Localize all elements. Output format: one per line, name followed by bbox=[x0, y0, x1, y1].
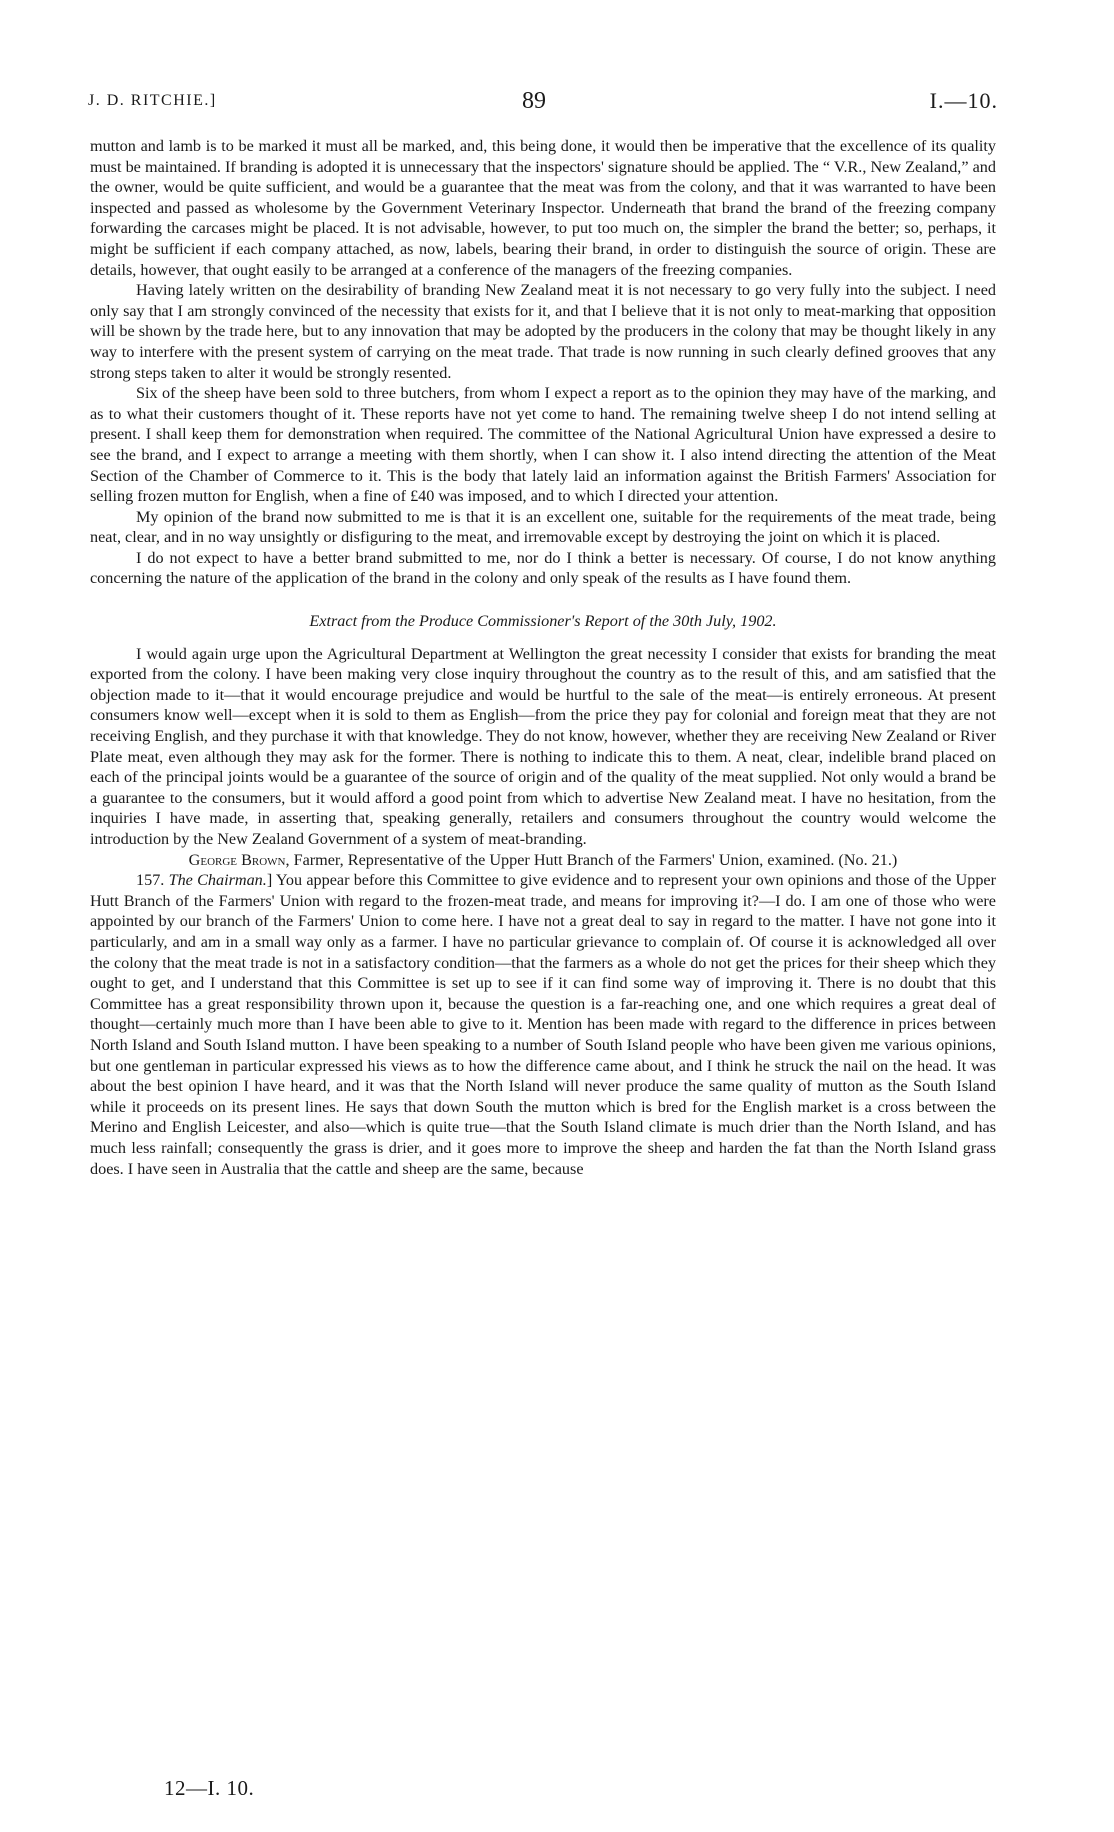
paragraph: My opinion of the brand now submitted to me is that it is an excellent one, suitable for the requirements of the meat trade, being neat, clear, and in no way unsightly or disfiguring to the meat, and irremovable except by destroying the joint on which it is placed. bbox=[90, 507, 996, 547]
question-paragraph bbox=[90, 870, 996, 1179]
extract-heading: Extract from the Produce Commissioner's Report of the 30th July, 1902. bbox=[309, 612, 777, 631]
sheet-signature: 12—I. 10. bbox=[164, 1776, 255, 1800]
witness-description: , Farmer, Representative of the Upper Hutt Branch of the Farmers' Union, examined. (No. 21.) bbox=[285, 850, 898, 869]
document-reference: I.—10. bbox=[929, 88, 998, 113]
paragraph: I do not expect to have a better brand submitted to me, nor do I think a better is necessary. Of course, I do not know anything concerning the nature of the application of the brand in the colony and only speak of the results as I have found them. bbox=[90, 548, 996, 588]
paragraph: mutton and lamb is to be marked it must all be marked, and, this being done, it would then be imperative that the excellence of its quality must be maintained. If branding is adopted it is unnecessary that the inspectors' signature should be applied. The “ V.R., New Zealand,” and the owner, would be quite sufficient, and would be a guarantee that the meat was from the colony, and that it was warranted to have been inspected and passed as wholesome by the Government Veterinary Inspector. Underneath that brand the brand of the freezing company forwarding the carcases might be placed. It is not advisable, however, to put too much on, the simpler the brand the better; so, perhaps, it might be sufficient if each company attached, as now, labels, bearing their brand, in order to distinguish the source of origin. These are details, however, that ought easily to be arranged at a conference of the managers of the freezing companies. bbox=[90, 137, 996, 279]
paragraph: Having lately written on the desirability of branding New Zealand meat it is not necessary to go very fully into the subject. I need only say that I am strongly convinced of the necessity that exists for it, and that I believe that it is not only to meat-marking that opposition will be shown by the trade here, but to any innovation that may be adopted by the producers in the colony that may be thought likely in any way to interfere with the present system of carrying on the meat trade. That trade is now running in such clearly defined grooves that any strong steps taken to alter it would be strongly resented. bbox=[90, 281, 996, 382]
body-text bbox=[90, 136, 996, 1179]
page-header bbox=[88, 88, 998, 120]
paragraph: I would again urge upon the Agricultural Department at Wellington the great necessity I consider that exists for branding the meat exported from the colony. I have been making very close inquiry throughout the country as to the result of this, and am satisfied that the objection made to it—that it would encourage prejudice and would be hurtful to the sale of the meat—is entirely erroneous. At present consumers know well—except when it is sold to them as English—from the price they pay for colonial and foreign meat that they are not receiving English, and they purchase it with that knowledge. They do not know, however, whether they are receiving New Zealand or River Plate meat, even although they may ask for the former. There is nothing to indicate this to them. A neat, clear, indelible brand placed on each of the principal joints would be a guarantee of the source of origin and of the quality of the meat supplied. Not only would a brand be a guarantee to the consumers, but it would afford a good point from which to advertise New Zealand meat. I have no hesitation, from the inquiries I have made, in asserting that, speaking generally, retailers and consumers throughout the country would welcome the introduction by the New Zealand Government of a system of meat-branding. bbox=[90, 644, 996, 848]
paragraph: Six of the sheep have been sold to three butchers, from whom I expect a report as to the opinion they may have of the marking, and as to what their customers thought of it. These reports have not yet come to hand. The remaining twelve sheep I do not intend selling at present. I shall keep them for demonstration when required. The committee of the National Agricultural Union have expressed a desire to see the brand, and I expect to arrange a meeting with them shortly, when I can show it. I also intend directing the attention of the Meat Section of the Chamber of Commerce to it. This is the body that lately laid an information against the British Farmers' Association for selling frozen mutton for English, when a fine of £40 was imposed, and to which I directed your attention. bbox=[90, 384, 996, 506]
question-speaker: The Chairman. bbox=[168, 871, 267, 890]
question-number: 157. bbox=[136, 871, 165, 890]
question-text: ] You appear before this Committee to give evidence and to represent your own opinions and those of the Upper Hutt Branch of the Farmers' Union with regard to the frozen-meat trade, and means for improving it?—I do. I am one of those who were appointed by our branch of the Farmers' Union to come here. I have not a great deal to say in regard to the matter. I have not gone into it particularly, and am in a small way only as a farmer. I have no particular grievance to complain of. Of course it is acknowledged all over the colony that the meat trade is not in a satisfactory condition—that the farmers as a whole do not get the prices for their sheep which they ought to get, and I understand that this Committee is set up to see if it can find some way of improving it. There is no doubt that this Committee has a great responsibility thrown upon it, because the question is a far-reaching one, and one which requires a great deal of thought—certainly much more than I have been able to give to it. Mention has been made with regard to the difference in prices between North Island and South Island mutton. I have been speaking to a number of South Island people who have been given me various opinions, but one gentleman in particular expressed his views as to how the difference came about, and I think he struck the nail on the head. It was about the best opinion I have heard, and it was that the North Island will never produce the same quality of mutton as the South Island while it proceeds on its present lines. He says that down South the mutton which is bred for the English market is a cross between the Merino and English Leicester, and also—which is quite true—that the South Island climate is much drier than the North Island, and has much less rainfall; consequently the grass is drier, and it goes more to improve the sheep and harden the fat than the North Island grass does. I have seen in Australia that the cattle and sheep are the same, because bbox=[90, 871, 997, 1178]
header-witness-name: J. D. RITCHIE.] bbox=[88, 92, 217, 109]
witness-name: George Brown bbox=[188, 850, 286, 869]
witness-heading bbox=[90, 850, 996, 871]
page-number: 89 bbox=[522, 88, 546, 114]
